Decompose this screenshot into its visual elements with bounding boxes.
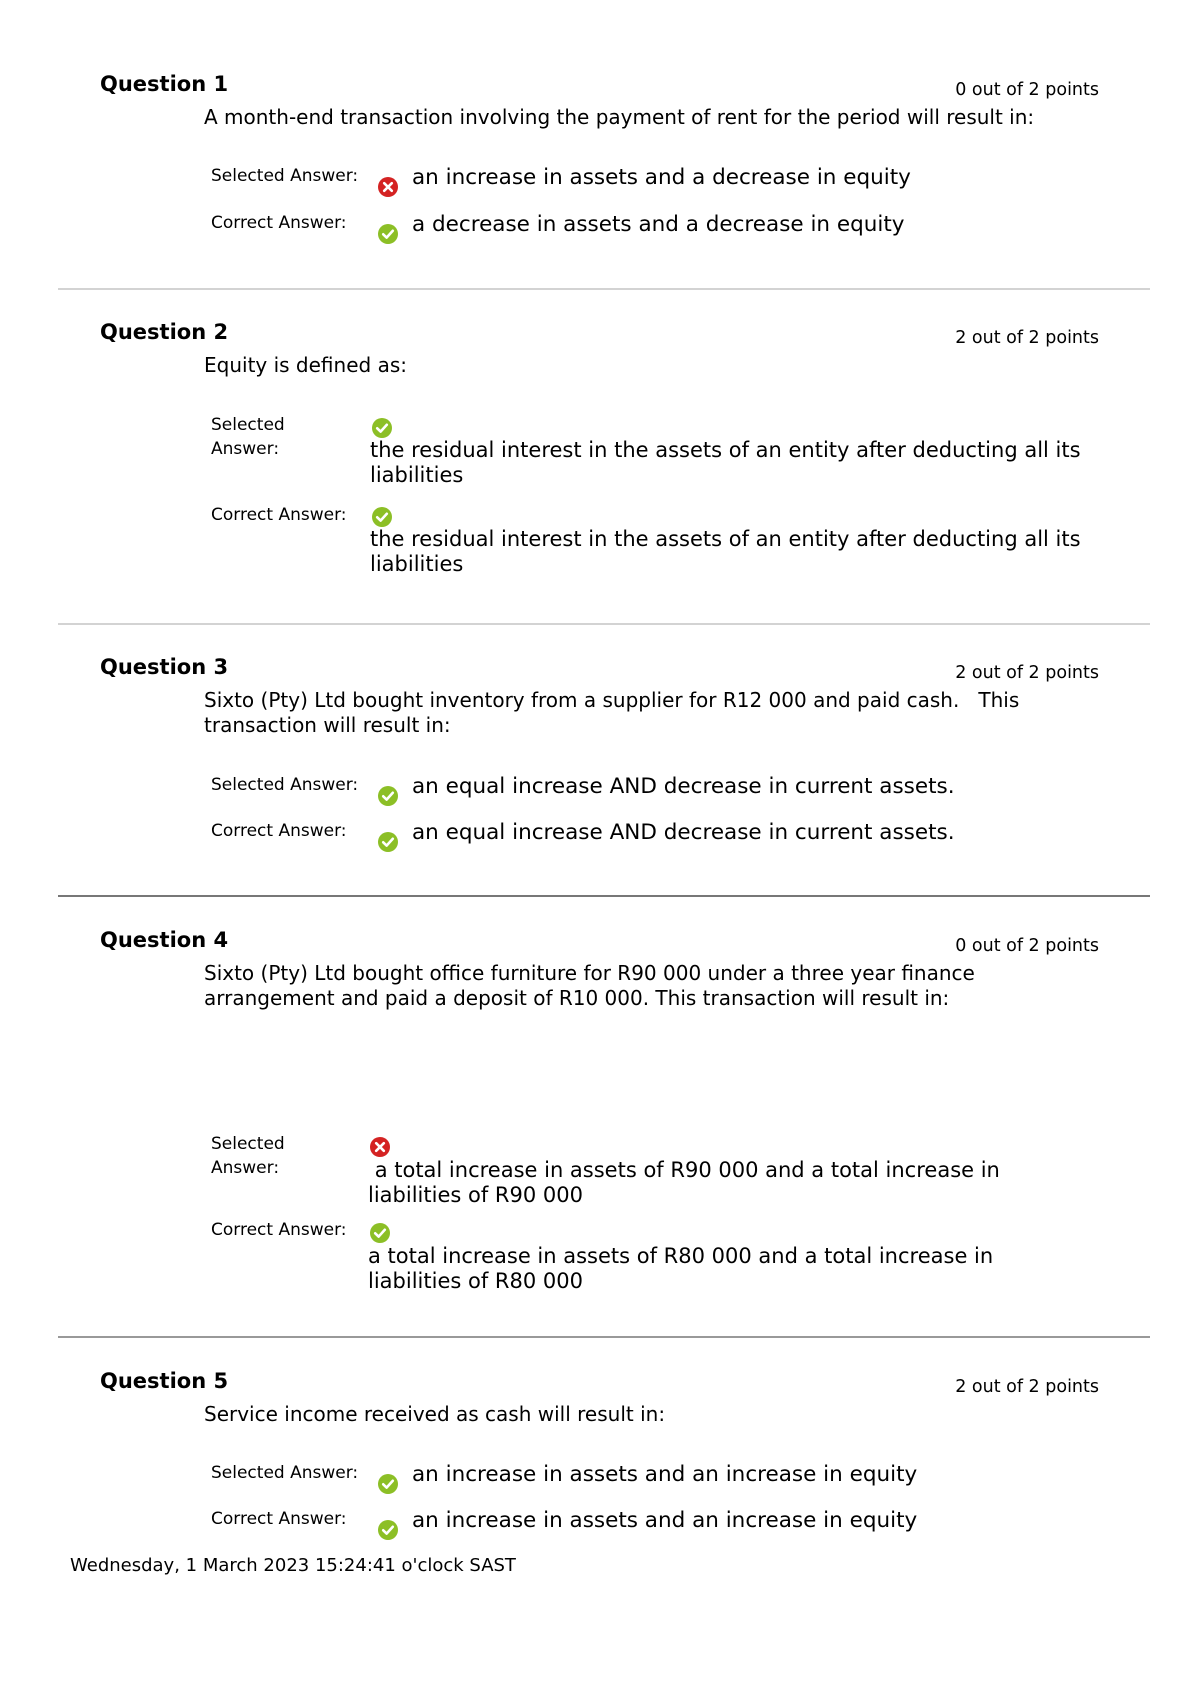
incorrect-icon <box>370 1137 390 1157</box>
correct-icon <box>378 786 398 806</box>
selected-answer-label: Selected Answer: <box>211 775 359 795</box>
correct-answer-label: Correct Answer: <box>211 505 347 525</box>
question-title: Question 5 <box>100 1369 229 1393</box>
correct-icon <box>378 224 398 244</box>
question-title: Question 1 <box>100 72 229 96</box>
correct-answer-label: Correct Answer: <box>211 1220 347 1240</box>
question-text: Equity is defined as: <box>204 353 407 377</box>
correct-icon <box>378 832 398 852</box>
selected-answer-text: an increase in assets and an increase in equity <box>412 1462 918 1487</box>
correct-answer-label: Correct Answer: <box>211 213 347 233</box>
separator <box>58 895 1150 897</box>
question-points: 0 out of 2 points <box>955 936 1099 956</box>
correct-icon <box>372 418 392 438</box>
separator <box>58 288 1150 290</box>
correct-answer-label: Correct Answer: <box>211 821 347 841</box>
selected-answer-label: Selected Answer: <box>211 166 359 186</box>
question-text: Service income received as cash will result in: <box>204 1402 666 1426</box>
correct-answer-text: an increase in assets and an increase in equity <box>412 1508 918 1533</box>
selected-answer-text: a total increase in assets of R90 000 and a total increase in liabilities of R90 000 <box>368 1158 1007 1207</box>
footer-timestamp: Wednesday, 1 March 2023 15:24:41 o'clock SAST <box>70 1555 516 1576</box>
selected-answer-label: Selected Answer: <box>211 415 285 459</box>
correct-icon <box>378 1474 398 1494</box>
correct-answer-text: a total increase in assets of R80 000 and a total increase in liabilities of R80 000 <box>368 1244 994 1293</box>
question-points: 2 out of 2 points <box>955 1377 1099 1397</box>
separator <box>58 1336 1150 1338</box>
question-title: Question 4 <box>100 928 229 952</box>
question-points: 2 out of 2 points <box>955 663 1099 683</box>
correct-icon <box>378 1520 398 1540</box>
incorrect-icon <box>378 177 398 197</box>
question-title: Question 3 <box>100 655 229 679</box>
question-text: Sixto (Pty) Ltd bought office furniture for R90 000 under a three year finance arrangement and paid a deposit of R10 000. This transaction will result in: <box>204 961 975 1010</box>
correct-answer-text: the residual interest in the assets of an entity after deducting all its liabilities <box>370 527 1081 576</box>
selected-answer-label: Selected Answer: <box>211 1134 285 1178</box>
selected-answer-text: an increase in assets and a decrease in equity <box>412 165 911 190</box>
question-title: Question 2 <box>100 320 229 344</box>
correct-answer-label: Correct Answer: <box>211 1509 347 1529</box>
correct-icon <box>370 1223 390 1243</box>
question-text: Sixto (Pty) Ltd bought inventory from a supplier for R12 000 and paid cash. This transaction will result in: <box>204 688 1026 737</box>
separator <box>58 623 1150 625</box>
question-points: 0 out of 2 points <box>955 80 1099 100</box>
selected-answer-text: an equal increase AND decrease in current assets. <box>412 774 955 799</box>
correct-answer-text: an equal increase AND decrease in current assets. <box>412 820 955 845</box>
question-points: 2 out of 2 points <box>955 328 1099 348</box>
correct-answer-text: a decrease in assets and a decrease in equity <box>412 212 905 237</box>
correct-icon <box>372 507 392 527</box>
selected-answer-label: Selected Answer: <box>211 1463 359 1483</box>
question-text: A month-end transaction involving the payment of rent for the period will result in: <box>204 105 1035 129</box>
selected-answer-text: the residual interest in the assets of an entity after deducting all its liabilities <box>370 438 1081 487</box>
